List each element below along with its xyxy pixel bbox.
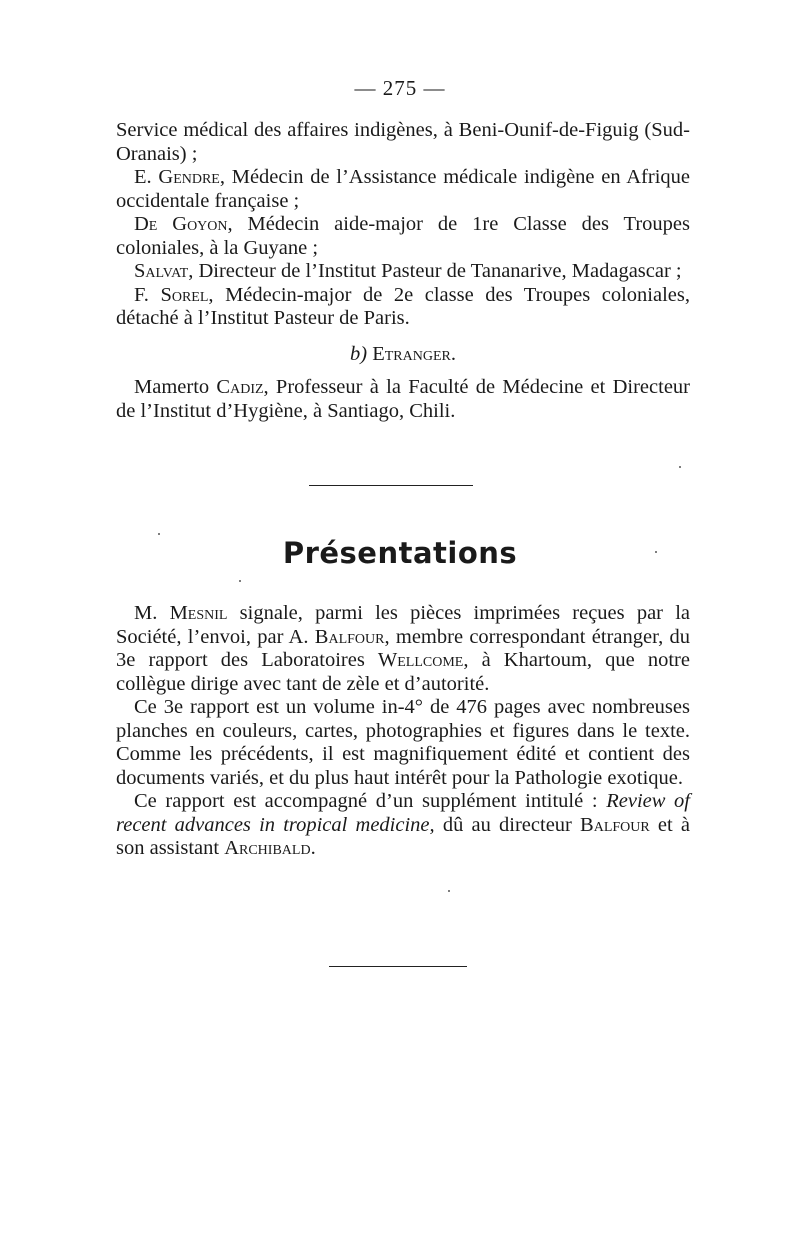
text-run: . — [310, 837, 316, 859]
text-run: dû au directeur — [434, 813, 581, 836]
paper-speck — [239, 580, 241, 582]
member-entry — [116, 166, 690, 213]
presentation-body — [116, 602, 690, 861]
organization-name: Wellcome — [377, 649, 464, 671]
member-name: Gendre — [158, 166, 220, 188]
entry-text: , Médecin de l’Assistance médicale indigène en Afrique occidentale française ; — [116, 166, 690, 212]
person-name: Balfour — [314, 625, 385, 648]
member-entry — [116, 376, 690, 423]
members-list — [116, 119, 690, 423]
page-number: — 275 — — [354, 76, 446, 100]
member-entry — [116, 260, 690, 284]
entry-text: , Directeur de l’Institut Pasteur de Tananarive, Madagascar ; — [188, 260, 682, 282]
paper-speck — [448, 890, 450, 892]
member-entry — [116, 213, 690, 260]
entry-text: , Médecin aide-major de 1re Classe des Troupes coloniales, à la Guyane ; — [116, 213, 690, 259]
paragraph — [116, 790, 690, 861]
text-run: Ce rapport est accompagné d’un supplément intitulé : — [134, 790, 607, 812]
member-name: De Goyon — [134, 213, 228, 235]
person-name: Archibald — [224, 837, 311, 859]
member-entry — [116, 119, 690, 166]
paper-speck — [158, 533, 160, 535]
text-run: M. — [134, 602, 170, 624]
subsection-title: Etranger. — [372, 342, 456, 365]
member-name: Cadiz — [216, 376, 264, 398]
member-entry — [116, 284, 690, 331]
section-title: Présentations — [282, 536, 518, 570]
text-run: , membre correspondant étranger, du 3e rapport des Laboratoires — [116, 625, 690, 671]
text-run: et à son assistant — [116, 813, 690, 859]
entry-prefix: Mamerto — [134, 376, 217, 398]
member-name: Sorel — [160, 283, 209, 306]
person-name: Mesnil — [169, 602, 228, 624]
entry-text: , Médecin-major de 2e classe des Troupes coloniales, détaché à l’Institut Pasteur de Paris. — [116, 283, 690, 329]
paragraph: Ce 3e rapport est un volume in-4° de 476 pages avec nombreuses planches en couleurs, cartes, photographies et figures dans le texte. Comme les précédents, il est magnifiquement édité et contient des documents variés, et du plus haut intérêt pour la Pathologie exotique. — [116, 696, 690, 789]
entry-prefix: F. — [134, 283, 161, 306]
publication-title: Review of recent advances in tropical medicine, — [116, 790, 690, 836]
entry-text: Service médical des affaires indigènes, à Beni-Ounif-de-Figuig (Sud-Oranais) ; — [116, 119, 690, 165]
entry-text: , Professeur à la Faculté de Médecine et Directeur de l’Institut d’Hygiène, à Santiago, Chili. — [116, 376, 690, 422]
text-run: signale, parmi les pièces imprimées reçues par la Société, l’envoi, par A. — [116, 602, 691, 648]
subsection-label: b) — [350, 342, 373, 365]
entry-prefix: E. — [134, 166, 159, 188]
section-divider — [309, 485, 473, 486]
paragraph — [116, 602, 690, 696]
person-name: Balfour — [580, 813, 650, 836]
text-run: , à Khartoum, que notre collègue dirige avec tant de zèle et d’autorité. — [116, 649, 690, 695]
paper-speck — [679, 466, 681, 468]
member-name: Salvat — [134, 260, 189, 282]
end-divider — [329, 966, 467, 967]
paper-speck — [655, 551, 657, 553]
subsection-heading — [116, 343, 690, 367]
